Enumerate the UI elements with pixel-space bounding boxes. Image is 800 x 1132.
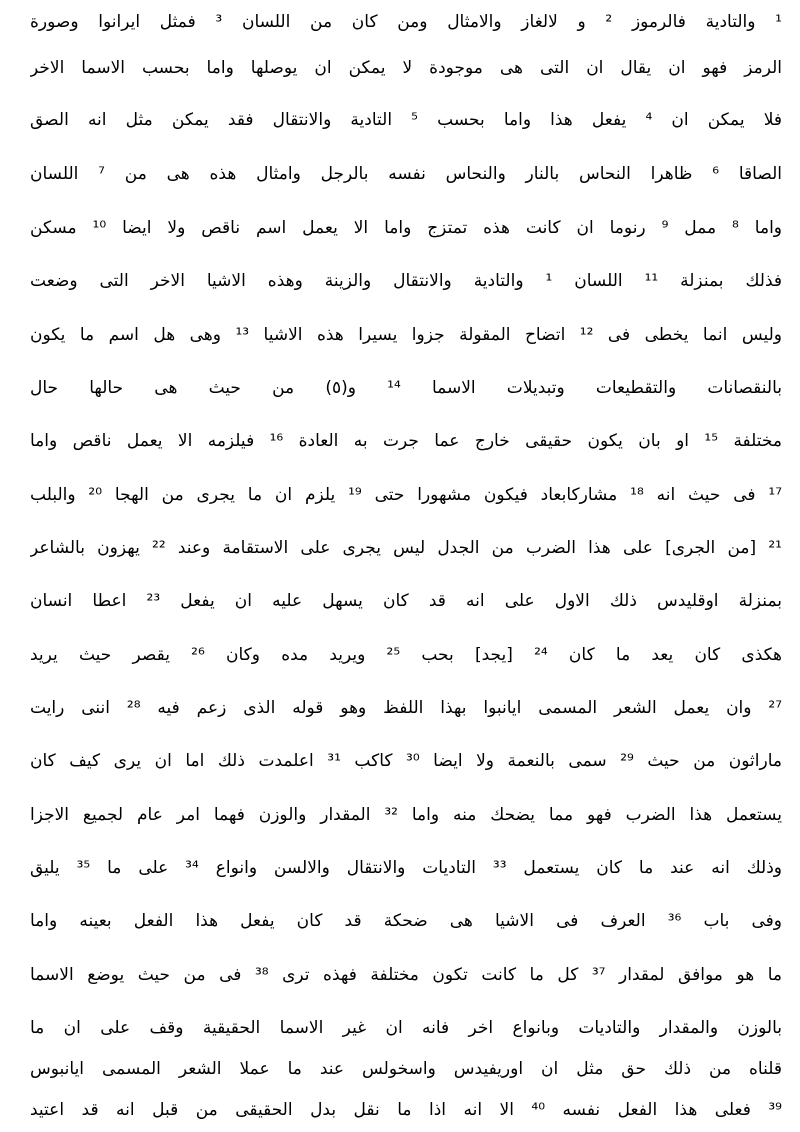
text-line: بالنقصانات والتقطيعات وتبديلات الاسما ¹⁴ و(٥) من حيث هى حالها حال	[30, 378, 782, 398]
text-line: ¹ والتادية فالرموز ² و لالغاز والامثال ومن كان من اللسان ³ فمثل ايرانوا وصورة	[30, 12, 782, 32]
text-line: واما ⁸ ممل ⁹ رنوما ان كانت هذه تمتزج واما الا يعمل اسم ناقص ولا ايضا ¹⁰ مسكن	[30, 218, 782, 238]
text-line: ¹⁷ فى حيث انه ¹⁸ مشاركابعاد فيكون مشهورا حتى ¹⁹ يلزم ان ما يجرى من الهجا ²⁰ والبلب	[30, 485, 782, 505]
text-line: قلناه من ذلك حق مثل ان اوريفيدس واسخولس عند ما عملا الشعر المسمى ايانبوس	[30, 1059, 782, 1079]
text-line: ماراثون من حيث ²⁹ سمى بالنعمة ولا ايضا ³⁰ كاكب ³¹ اعلمدت ذلك اما ان يرى كيف كان	[30, 751, 782, 771]
text-line: وليس انما يخطى فى ¹² اتضاح المقولة جزوا يسيرا هذه الاشيا ¹³ وهى هل اسم ما يكون	[30, 325, 782, 345]
text-line: بالوزن والمقدار والتاديات وبانواع اخر فانه ان غير الاسما الحقيقية وقف على ان ما	[30, 1018, 782, 1038]
text-line: وذلك انه عند ما كان يستعمل ³³ التاديات والانتقال والالسن وانواع ³⁴ على ما ³⁵ يليق	[30, 858, 782, 878]
text-line: ³⁹ فعلى هذا الفعل نفسه ⁴⁰ الا انه اذا ما نقل بدل الحقيقى من قبل انه قد اعتيد	[30, 1100, 782, 1120]
text-line: فلا يمكن ان ⁴ يفعل هذا واما بحسب ⁵ التادية والانتقال فقد يمكن مثل انه الصق	[30, 110, 782, 130]
text-line: الرمز فهو ان يقال ان التى هى موجودة لا يمكن ان يوصلها واما بحسب الاسما الاخر	[30, 58, 782, 78]
text-line: ما هو موافق لمقدار ³⁷ كل ما كانت تكون مختلفة فهذه ترى ³⁸ فى من حيث يوضع الاسما	[30, 965, 782, 985]
text-line: ²⁷ وان يعمل الشعر المسمى ايانبوا بهذا اللفظ وهو قوله الذى زعم فيه ²⁸ اننى رايت	[30, 698, 782, 718]
text-line: بمنزلة اوقليدس ذلك الاول على انه قد كان يسهل عليه ان يفعل ²³ اعطا انسان	[30, 591, 782, 611]
text-line: الصاقا ⁶ ظاهرا النحاس بالنار والنحاس نفسه بالرجل وامثال هذه هى من ⁷ اللسان	[30, 164, 782, 184]
text-line: يستعمل هذا الضرب فهو مما يضحك منه واما ³² المقدار والوزن فهما امر عام لجميع الاجزا	[30, 805, 782, 825]
text-line: ²¹ [من الجرى] على هذا الضرب من الجدل ليس يجرى على الاستقامة وعند ²² يهزون بالشاعر	[30, 538, 782, 558]
text-line: فذلك بمنزلة ¹¹ اللسان ¹ والتادية والانتقال والزينة وهذه الاشيا الاخر التى وضعت	[30, 271, 782, 291]
text-line: هكذى كان يعد ما كان ²⁴ [يجد] بحب ²⁵ ويريد مده وكان ²⁶ يقصر حيث يريد	[30, 645, 782, 665]
text-line: مختلفة ¹⁵ او بان يكون حقيقى خارج عما جرت به العادة ¹⁶ فيلزمه الا يعمل ناقص واما	[30, 431, 782, 451]
text-line: وفى باب ³⁶ العرف فى الاشيا هى ضحكة قد كان يفعل هذا الفعل بعينه واما	[30, 911, 782, 931]
